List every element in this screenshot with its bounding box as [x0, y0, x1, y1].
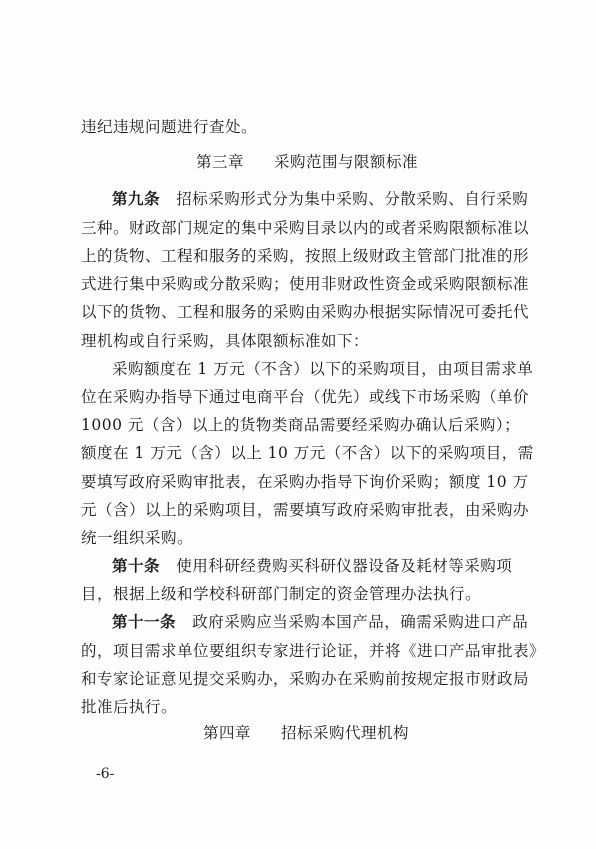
- text-line: 批准后执行。: [81, 698, 178, 716]
- chapter-title: 采购范围与限额标准: [274, 153, 419, 171]
- article-text: 招标采购形式分为集中采购、分散采购、自行采购: [176, 190, 529, 208]
- chapter-number: 第三章: [196, 153, 245, 171]
- article-paragraph-start: [112, 556, 512, 576]
- page-number: -6-: [96, 766, 115, 782]
- text-line: 统一组织采购。: [81, 529, 194, 547]
- text-line: 目，根据上级和学校科研部门制定的资金管理办法执行。: [81, 585, 482, 603]
- text-line: 要填写政府采购审批表，在采购办指导下询价采购；额度 10 万: [81, 473, 529, 491]
- article-text: 政府采购应当采购本国产品，确需采购进口产品: [192, 613, 529, 631]
- chapter-title: 招标采购代理机构: [281, 724, 410, 742]
- text-line: 采购额度在 1 万元（不含）以下的采购项目，由项目需求单: [112, 360, 534, 378]
- chapter-number: 第四章: [203, 724, 252, 742]
- article-paragraph-start: [112, 189, 528, 209]
- text-line: 以下的货物、工程和服务的采购由采购办根据实际情况可委托代: [81, 303, 530, 321]
- text-line: 和专家论证意见提交采购办，采购办在采购前按规定报市财政局: [81, 670, 530, 688]
- text-line: 位在采购办指导下通过电商平台（优先）或线下市场采购（单价: [81, 388, 530, 406]
- text-line: 式进行集中采购或分散采购；使用非财政性资金或采购限额标准: [81, 275, 530, 293]
- text-line: 1000 元（含）以上的货物类商品需要经采购办确认后采购）；: [81, 416, 521, 434]
- text-line: 额度在 1 万元（含）以上 10 万元（不含）以下的采购项目，需: [81, 444, 534, 462]
- text-line: 的，项目需求单位要组织专家进行论证，并将《进口产品审批表》: [81, 642, 546, 660]
- article-paragraph-start: [112, 612, 528, 632]
- text-line: 元（含）以上的采购项目，需要填写政府采购审批表，由采购办: [81, 501, 530, 519]
- chapter-heading: [203, 723, 409, 743]
- article-label: 第十一条: [112, 613, 177, 631]
- text-line: 三种。财政部门规定的集中采购目录以内的或者采购限额标准以: [81, 219, 530, 237]
- article-label: 第九条: [112, 190, 161, 208]
- text-line: 上的货物、工程和服务的采购，按照上级财政主管部门批准的形: [81, 247, 530, 265]
- article-text: 使用科研经费购买科研仪器设备及耗材等采购项: [176, 557, 513, 575]
- article-label: 第十条: [112, 557, 161, 575]
- text-line: 理机构或自行采购，具体限额标准如下：: [81, 332, 370, 350]
- chapter-heading: [196, 152, 418, 172]
- text-line: 违纪违规问题进行查处。: [81, 118, 258, 136]
